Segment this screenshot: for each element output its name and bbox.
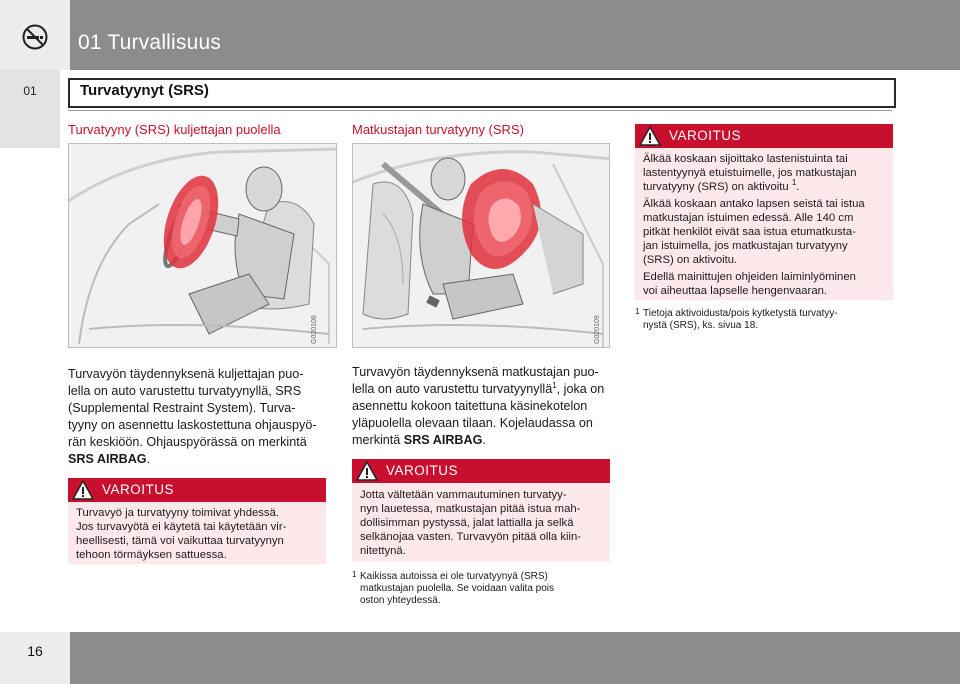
text-line	[352, 381, 622, 398]
warning-triangle-icon	[72, 480, 94, 500]
warning-text	[643, 152, 891, 298]
text-line: tyyny on asennettu laskostettuna ohjauspyö-	[68, 418, 317, 432]
warning-triangle-icon	[639, 126, 661, 146]
text-line: matkustajan puolella. Se voidaan valita pois	[360, 583, 555, 594]
driver-airbag-heading: Turvatyyny (SRS) kuljettajan puolella	[68, 122, 281, 137]
driver-airbag-text	[68, 366, 338, 468]
text-line	[643, 180, 891, 194]
passenger-image-code: G020109	[594, 315, 601, 344]
text-segment: merkintä	[352, 433, 404, 447]
warning-text	[360, 488, 606, 558]
chapter-side-tab	[0, 70, 60, 148]
passenger-airbag-text	[352, 364, 622, 449]
warning-text	[76, 506, 322, 562]
text-segment: , joka on	[556, 382, 605, 396]
text-line: (Supplemental Restraint System). Turva-	[68, 401, 296, 415]
period: .	[796, 181, 800, 193]
text-line: asennettu kokoon taitettuna käsinekotelon	[352, 399, 588, 413]
text-line: dollisimman pystyssä, jalat lattialla ja selkä	[360, 517, 574, 529]
warning-paragraph	[643, 270, 891, 298]
footnote-lines	[352, 571, 622, 607]
text-line: lella on auto varustettu turvatyynyllä, SRS	[68, 384, 302, 398]
text-line: Edellä mainittujen ohjeiden laiminlyöminen	[643, 271, 856, 283]
page-number: 16	[27, 643, 43, 659]
text-line: lastentyynyä etuistuimelle, jos matkustajan	[643, 167, 857, 179]
warning-paragraph	[643, 197, 891, 267]
text-line: nystä (SRS), ks. sivua 18.	[643, 320, 759, 331]
text-line: nitettynä.	[360, 545, 406, 557]
text-line	[352, 432, 622, 449]
text-line: voi aiheuttaa lapselle hengenvaaran.	[643, 285, 828, 297]
period: .	[482, 433, 486, 447]
text-segment: lella on auto varustettu turvatyynyllä	[352, 382, 553, 396]
chapter-title: 01 Turvallisuus	[78, 31, 222, 54]
text-line: rän keskiöön. Ohjauspyörässä on merkintä	[68, 435, 307, 449]
text-line: Turvavyön täydennyksenä kuljettajan puo-	[68, 367, 304, 381]
srs-airbag-marking: SRS AIRBAG	[403, 433, 483, 447]
footnote-mark: 1	[552, 380, 557, 390]
text-line: yläpuolella olevaan tilaan. Kojelaudassa on	[352, 416, 593, 430]
passenger-airbag-drawing	[353, 144, 609, 347]
text-line: Kaikissa autoissa ei ole turvatyynyä (SRS)	[360, 571, 548, 582]
driver-warning-box	[68, 478, 326, 564]
footnote-lines	[635, 308, 895, 332]
text-line: Älkää koskaan sijoittako lastenistuinta tai	[643, 153, 848, 165]
driver-airbag-illustration	[68, 143, 337, 348]
child-seat-warning-box	[635, 124, 893, 300]
text-line: (SRS) on aktivoitu.	[643, 254, 738, 266]
warning-header	[635, 124, 893, 148]
activation-footnote: 1 Tietoja aktivoidusta/pois kytketystä turvatyy- nystä (SRS), ks. sivua 18.	[635, 308, 895, 332]
section-title: Turvatyynyt (SRS)	[80, 82, 209, 99]
text-segment: turvatyyny (SRS) on aktivoitu	[643, 181, 789, 193]
text-line: heellisesti, tämä voi vaikuttaa turvatyynyn	[76, 535, 284, 547]
text-line: Tietoja aktivoidusta/pois kytketystä turvatyy-	[643, 308, 838, 319]
text-line: Turvavyön täydennyksenä matkustajan puo-	[352, 365, 599, 379]
warning-label: VAROITUS	[669, 128, 742, 143]
no-smoking-icon	[22, 24, 48, 50]
warning-header	[68, 478, 326, 502]
text-line: selkänojaa vasten. Turvavyön pitää olla kiin-	[360, 531, 582, 543]
header-icon-tab	[0, 0, 70, 70]
text-line: matkustajan istuimen edessä. Alle 140 cm	[643, 212, 854, 224]
passenger-airbag-illustration	[352, 143, 610, 348]
text-line: oston yhteydessä.	[360, 595, 441, 606]
warning-label: VAROITUS	[386, 463, 459, 478]
text-line: nyn lauetessa, matkustajan pitää istua mah-	[360, 503, 581, 515]
text-line: Jos turvavyötä ei käytetä tai käytetään vir-	[76, 521, 287, 533]
text-line: jan istuimella, jos matkustajan turvatyyny	[643, 240, 848, 252]
passenger-warning-box	[352, 459, 610, 562]
warning-paragraph	[643, 152, 891, 194]
period: .	[146, 452, 151, 466]
warning-label: VAROITUS	[102, 482, 175, 497]
text-line: Turvavyö ja turvatyyny toimivat yhdessä.	[76, 507, 280, 519]
section-divider	[68, 110, 892, 111]
passenger-airbag-heading: Matkustajan turvatyyny (SRS)	[352, 122, 524, 137]
passenger-footnote: 1 Kaikissa autoissa ei ole turvatyynyä (SRS) matkustajan puolella. Se voidaan valita pois oston yhteydessä.	[352, 571, 622, 607]
text-line: tehoon törmäyksen sattuessa.	[76, 549, 227, 561]
text-line: Jotta vältetään vammautuminen turvatyy-	[360, 489, 567, 501]
text-line: Älkää koskaan antako lapsen seistä tai istua	[643, 198, 865, 210]
srs-airbag-marking: SRS AIRBAG	[68, 452, 147, 466]
footer-bar	[0, 632, 960, 684]
text-line: pitkät henkilöt eivät saa istua etumatkusta-	[643, 226, 856, 238]
footnote-mark: 1	[791, 178, 797, 188]
chapter-number: 01	[23, 84, 37, 98]
text-line	[68, 451, 338, 468]
driver-airbag-drawing	[69, 144, 336, 347]
warning-triangle-icon	[356, 461, 378, 481]
driver-image-code: G020108	[311, 315, 318, 344]
warning-header	[352, 459, 610, 483]
